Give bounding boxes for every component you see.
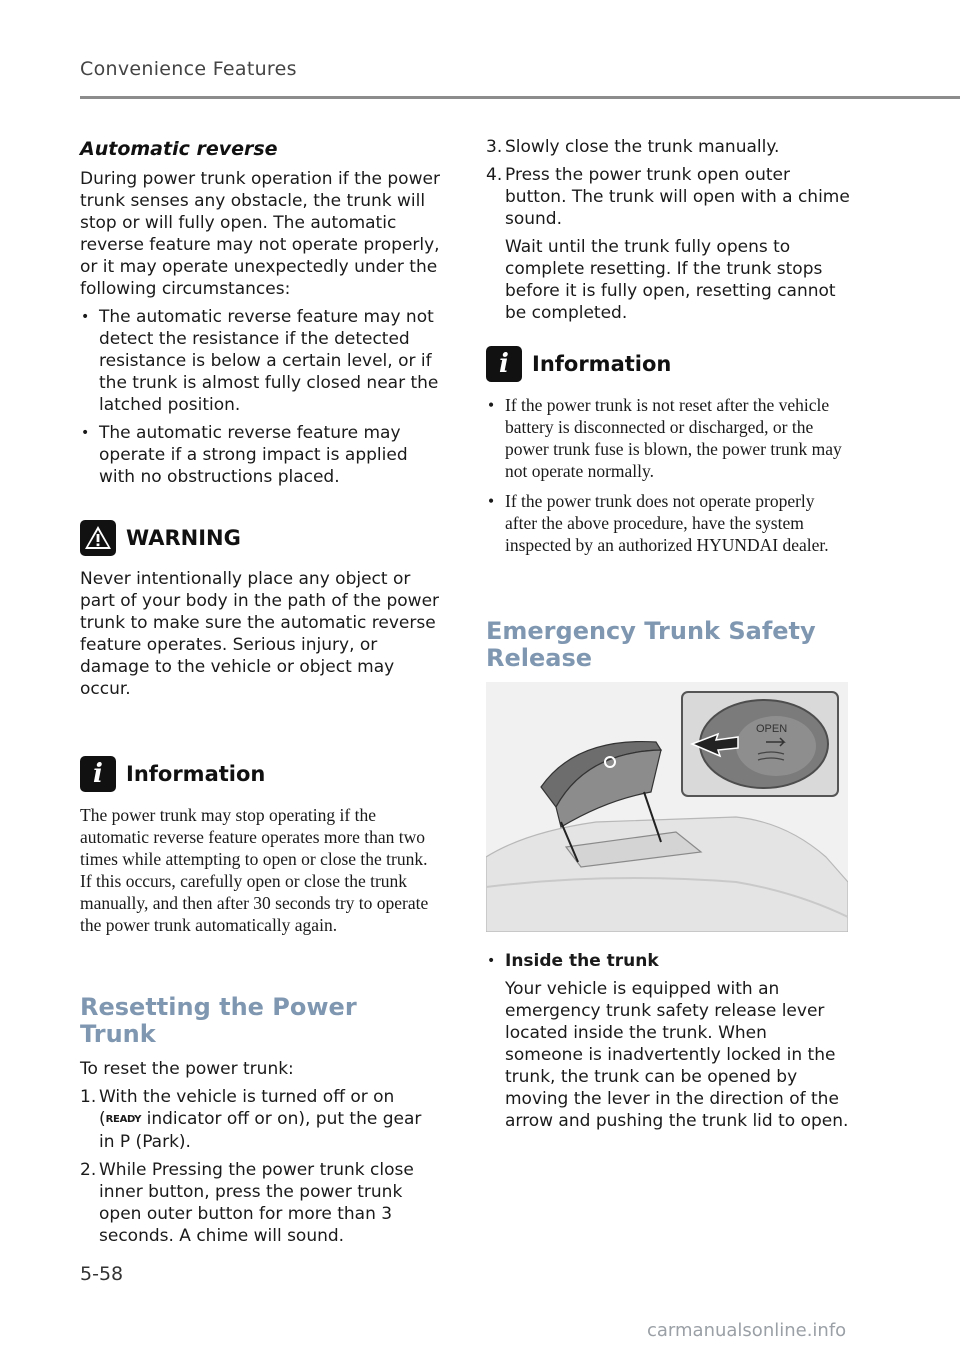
step-item: [486, 164, 850, 324]
left-column: [80, 136, 440, 1253]
bullet-title: Inside the trunk: [505, 951, 659, 971]
info-icon: i: [486, 346, 522, 382]
automatic-reverse-heading: Automatic reverse: [80, 138, 278, 160]
section-title: Convenience Features: [80, 58, 297, 80]
list-item: • If the power trunk does not operate properly after the above procedure, have the system inspected by an authorized HYUNDAI dealer.: [486, 490, 850, 556]
emergency-release-list: [486, 950, 850, 1132]
step-number: 3.: [486, 137, 503, 157]
step-item: [80, 1159, 440, 1247]
step-number: 2.: [80, 1160, 97, 1180]
inset-open-label: OPEN: [756, 723, 788, 735]
information-title: Information: [532, 352, 672, 376]
step-text: Slowly close the trunk manually.: [505, 137, 780, 157]
resetting-intro: To reset the power trunk:: [80, 1059, 294, 1079]
trunk-illustration: [486, 682, 848, 932]
step-text: Press the power trunk open outer button. The trunk will open with a chime sound.: [505, 165, 850, 229]
warning-text: Never intentionally place any object or part of your body in the path of the power trunk to make sure the automatic reverse feature operates. Serious injury, or damage to the vehicle or object may occur.: [80, 569, 440, 699]
heading-line: Emergency Trunk Safety: [486, 617, 816, 645]
step-note: Wait until the trunk fully opens to complete resetting. If the trunk stops before it is fully open, resetting cannot be completed.: [505, 237, 836, 323]
watermark: carmanualsonline.info: [647, 1320, 847, 1341]
heading-line: Release: [486, 644, 593, 672]
resetting-heading: Resetting the Power Trunk: [80, 993, 357, 1048]
step-number: 1.: [80, 1087, 97, 1107]
list-item: • If the power trunk is not reset after the vehicle battery is disconnected or discharged, or the power trunk fuse is blown, the power trunk may not operate normally.: [486, 394, 850, 482]
header-divider: [80, 96, 960, 99]
automatic-reverse-list: [80, 306, 440, 488]
automatic-reverse-intro: During power trunk operation if the power trunk senses any obstacle, the trunk will stop or will fully open. The automatic reverse feature may not operate properly, or it may operate unexpectedly under the following circumstances:: [80, 169, 440, 299]
step-text: While Pressing the power trunk close inner button, press the power trunk open outer button for more than 3 seconds. A chime will sound.: [99, 1160, 414, 1246]
list-item: [486, 950, 850, 1132]
emergency-release-heading: [486, 618, 850, 672]
resetting-steps: [80, 1086, 440, 1247]
page-number: 5-58: [80, 1263, 124, 1285]
information-header: [80, 756, 440, 792]
trunk-release-figure: [486, 682, 848, 932]
step-text-after: indicator off or on), put the gear in P (Park).: [99, 1109, 422, 1152]
list-item: • The automatic reverse feature may operate if a strong impact is applied with no obstructions placed.: [80, 422, 440, 488]
information-header: [486, 346, 850, 382]
bullet-text: Your vehicle is equipped with an emergency trunk safety release lever located inside the trunk. When someone is inadvertently locked in the trunk, the trunk can be opened by moving the lever in the direction of the arrow and pushing the trunk lid to open.: [505, 979, 849, 1131]
step-item: [80, 1086, 440, 1153]
ready-indicator-glyph: READY: [105, 1114, 142, 1125]
step-item: [486, 136, 850, 158]
information-list: [486, 394, 850, 556]
warning-icon: [80, 520, 116, 556]
information-title: Information: [126, 762, 266, 786]
information-text: The power trunk may stop operating if the automatic reverse feature operates more than two times while attempting to open or close the trunk. If this occurs, carefully open or close the trunk manually, and then after 30 seconds try to operate the power trunk automatically again.: [80, 805, 429, 935]
warning-header: [80, 520, 440, 556]
list-item: • The automatic reverse feature may not detect the resistance if the detected resistance is below a certain level, or if the trunk is almost fully closed near the latched position.: [80, 306, 440, 416]
resetting-steps-continued: [486, 136, 850, 324]
info-icon: i: [80, 756, 116, 792]
step-number: 4.: [486, 165, 503, 185]
step-text-before: With the vehicle is turned off or on (: [99, 1087, 395, 1129]
warning-title: WARNING: [126, 526, 241, 550]
right-column: [486, 136, 850, 1138]
